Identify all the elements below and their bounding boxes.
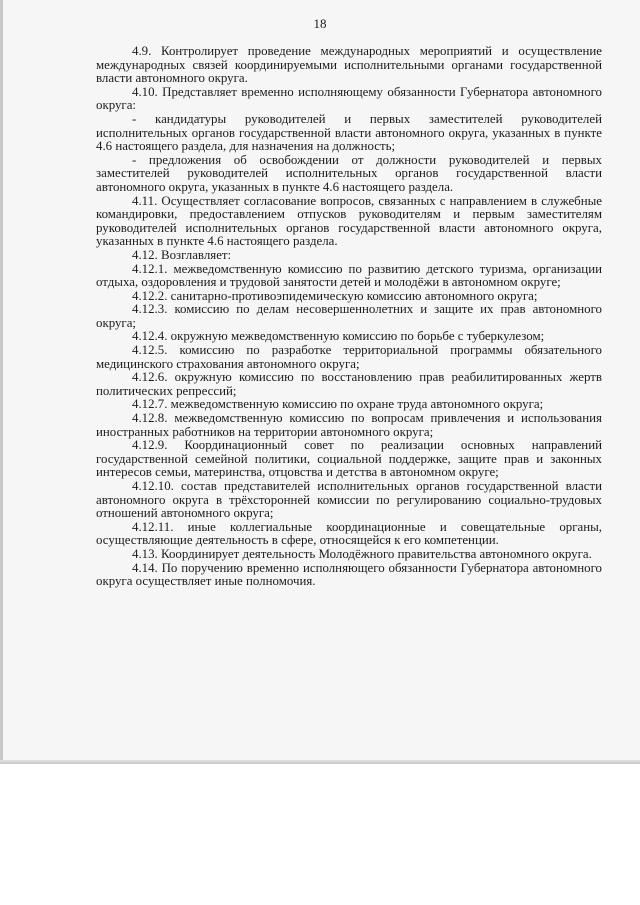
paragraph-4-9: 4.9. Контролирует проведение международных мероприятий и осуществление международных связей координируемыми исполнительными органами государственной власти автономного округа. xyxy=(96,44,602,86)
paragraph-4-12-6: 4.12.6. окружную комиссию по восстановлению прав реабилитированных жертв политических репрессий; xyxy=(96,370,602,398)
page-number: 18 xyxy=(313,16,327,31)
paragraph-4-13: 4.13. Координирует деятельность Молодёжного правительства автономного округа. xyxy=(132,546,592,561)
paragraph-4-12-10: 4.12.10. состав представителей исполнительных органов государственной власти автономного округа в трёхсторонней комиссии по регулированию социально-трудовых отношений автономного округа; xyxy=(96,479,602,521)
document-body xyxy=(96,45,602,589)
paragraph-4-12-3: 4.12.3. комиссию по делам несовершеннолетних и защите их прав автономного округа; xyxy=(96,302,602,330)
paragraph-4-12: 4.12. Возглавляет: xyxy=(132,247,232,262)
paragraph-4-12-4: 4.12.4. окружную межведомственную комиссию по борьбе с туберкулезом; xyxy=(132,329,545,344)
scan-left-edge xyxy=(0,0,3,762)
paragraph-4-12-11: 4.12.11. иные коллегиальные координационные и совещательные органы, осуществляющие деятельность в сфере, относящейся к его компетенции. xyxy=(96,519,602,548)
paragraph-4-10-item-2: - предложения об освобождении от должности руководителей и первых заместителей руководителей исполнительных органов государственной власти автономного округа, указанных в пункте 4.6 настоящего раздела. xyxy=(96,152,602,194)
paragraph-4-12-2: 4.12.2. санитарно-противоэпидемическую комиссию автономного округа; xyxy=(132,288,538,303)
paragraph-4-10-item-1: - кандидатуры руководителей и первых заместителей руководителей исполнительных органов государственной власти автономного округа, указанных в пункте 4.6 настоящего раздела, для назначения на должность; xyxy=(96,111,602,154)
blank-area xyxy=(0,764,640,905)
paragraph-4-12-8: 4.12.8. межведомственную комиссию по вопросам привлечения и использования иностранных работников на территории автономного округа; xyxy=(96,411,602,439)
paragraph-4-14: 4.14. По поручению временно исполняющего обязанности Губернатора автономного округа осуществляет иные полномочия. xyxy=(96,560,602,589)
paragraph-4-12-7: 4.12.7. межведомственную комиссию по охране труда автономного округа; xyxy=(132,397,544,412)
paragraph-4-10: 4.10. Представляет временно исполняющему обязанности Губернатора автономного округа: xyxy=(96,84,602,113)
paragraph-4-12-9: 4.12.9. Координационный совет по реализации основных направлений государственной семейной политики, социальной поддержке, защите прав и законных интересов семьи, материнства, отцовства и детства в автономном округе; xyxy=(96,438,602,480)
paragraph-4-11: 4.11. Осуществляет согласование вопросов, связанных с направлением в служебные командировки, предоставлением отпусков руководителям и первым заместителям руководителей исполнительных органов государственной власти автономного округа, указанных в пункте 4.6 настоящего раздела. xyxy=(96,193,602,249)
paragraph-4-12-1: 4.12.1. межведомственную комиссию по развитию детского туризма, организации отдыха, оздоровления и трудовой занятости детей и молодёжи в автономном округе; xyxy=(96,261,602,290)
paragraph-4-12-5: 4.12.5. комиссию по разработке территориальной программы обязательного медицинского страхования автономного округа; xyxy=(96,343,602,371)
